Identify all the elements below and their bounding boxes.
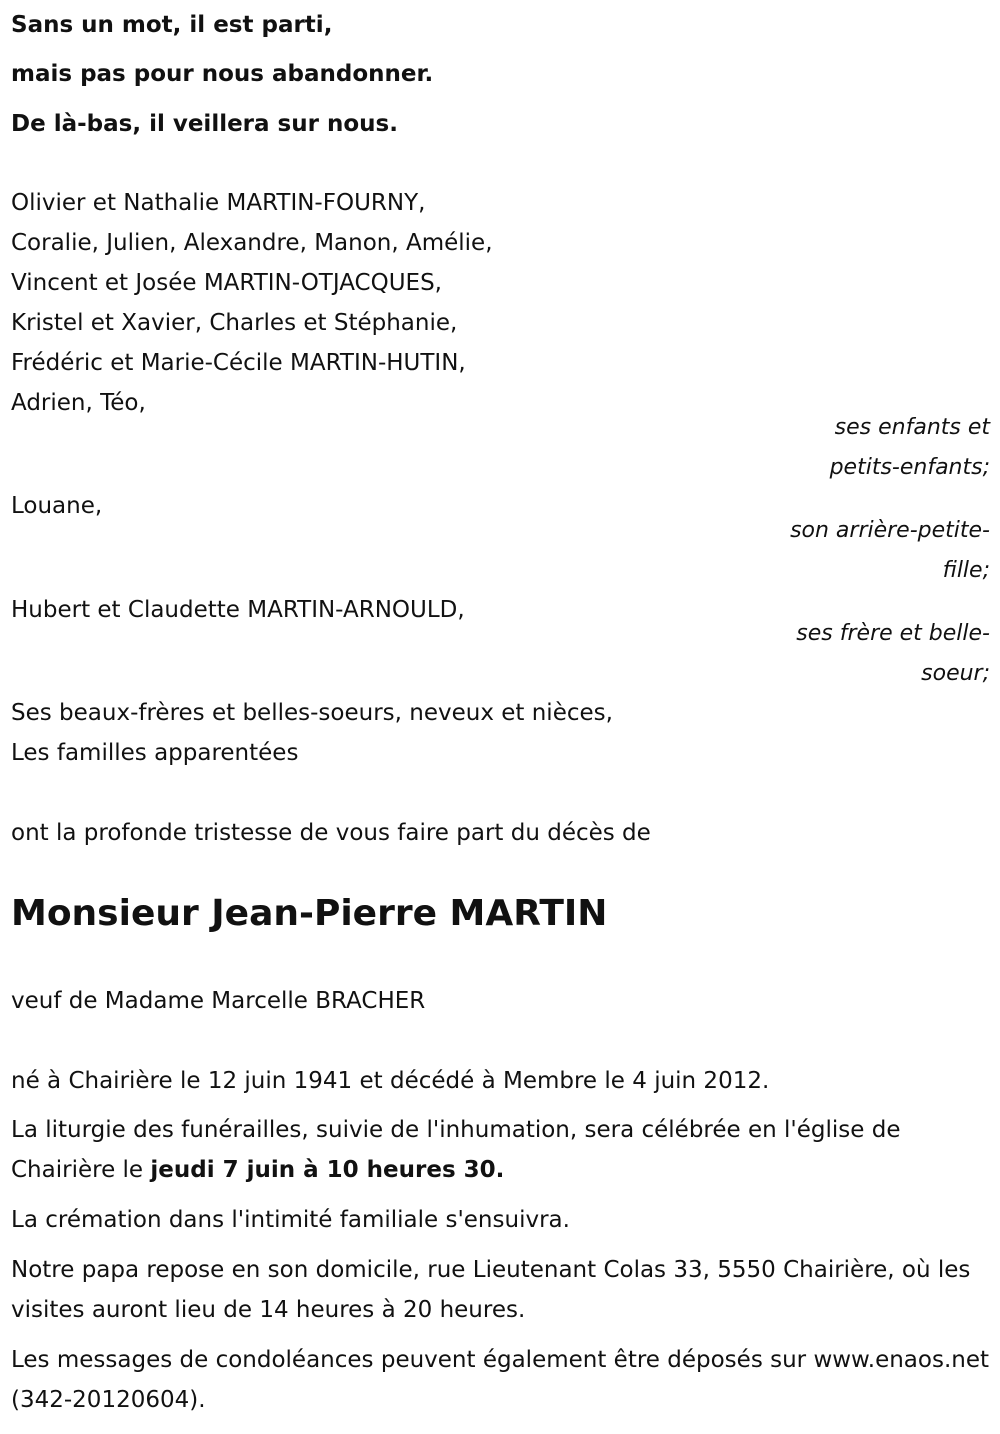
others-line-2: Les familles apparentées bbox=[11, 740, 299, 766]
others-line-1: Ses beaux-frères et belles-soeurs, neveux et nièces, bbox=[11, 700, 613, 726]
relation-great-1: son arrière-petite- bbox=[790, 518, 990, 543]
relation-children-2: petits-enfants; bbox=[829, 455, 990, 480]
funeral-date: jeudi 7 juin à 10 heures 30. bbox=[150, 1157, 505, 1183]
announcement: ont la profonde tristesse de vous faire part du décès de bbox=[11, 820, 651, 846]
deceased-name: Monsieur Jean-Pierre MARTIN bbox=[11, 893, 608, 934]
family-line-4: Kristel et Xavier, Charles et Stéphanie, bbox=[11, 310, 458, 336]
family-line-5: Frédéric et Marie-Cécile MARTIN-HUTIN, bbox=[11, 350, 466, 376]
poem-line-2: mais pas pour nous abandonner. bbox=[11, 61, 434, 87]
relation-great-2: fille; bbox=[942, 558, 990, 583]
poem-line-3: De là-bas, il veillera sur nous. bbox=[11, 111, 398, 137]
family-line-6: Adrien, Téo, bbox=[11, 390, 146, 416]
family-line-3: Vincent et Josée MARTIN-OTJACQUES, bbox=[11, 270, 442, 296]
family-line-1: Olivier et Nathalie MARTIN-FOURNY, bbox=[11, 190, 426, 216]
funeral-text: La liturgie des funérailles, suivie de l'inhumation, sera célébrée en l'église de Chairière le bbox=[11, 1117, 901, 1183]
condolences-paragraph: Les messages de condoléances peuvent également être déposés sur www.enaos.net (342-20120604). bbox=[11, 1347, 990, 1413]
family-line-2: Coralie, Julien, Alexandre, Manon, Amélie, bbox=[11, 230, 493, 256]
funeral-paragraph bbox=[11, 1110, 991, 1190]
louane-line: Louane, bbox=[11, 493, 103, 519]
brother-line: Hubert et Claudette MARTIN-ARNOULD, bbox=[11, 597, 465, 623]
widower-line: veuf de Madame Marcelle BRACHER bbox=[11, 988, 426, 1014]
visit-paragraph: Notre papa repose en son domicile, rue Lieutenant Colas 33, 5550 Chairière, où les visites auront lieu de 14 heures à 20 heures. bbox=[11, 1257, 971, 1323]
cremation-paragraph: La crémation dans l'intimité familiale s'ensuivra. bbox=[11, 1207, 570, 1233]
relation-sibling-1: ses frère et belle- bbox=[796, 621, 990, 646]
poem-line-1: Sans un mot, il est parti, bbox=[11, 12, 333, 38]
birth-death-line: né à Chairière le 12 juin 1941 et décédé à Membre le 4 juin 2012. bbox=[11, 1068, 770, 1094]
relation-children-1: ses enfants et bbox=[834, 415, 990, 440]
relation-sibling-2: soeur; bbox=[921, 661, 990, 686]
